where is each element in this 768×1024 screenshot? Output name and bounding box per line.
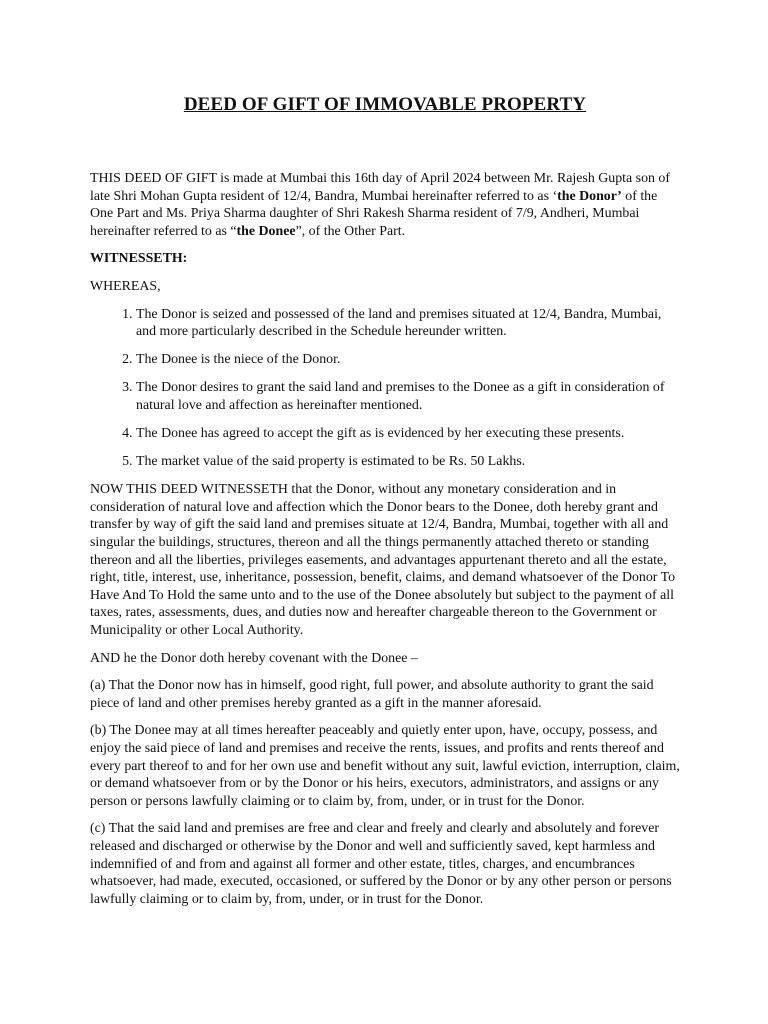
donor-defined-term: the Donor’ [557,188,622,204]
recital-item: 5. The market value of the said property is estimated to be Rs. 50 Lakhs. [136,453,680,471]
document-title: DEED OF GIFT OF IMMOVABLE PROPERTY [183,94,587,115]
donee-defined-term: the Donee [236,223,296,239]
recital-item: 2. The Donee is the niece of the Donor. [136,351,680,369]
intro-text-part3: ”, of the Other Part. [295,223,406,239]
whereas-heading: WHEREAS, [90,278,161,294]
recital-item: 1. The Donor is seized and possessed of the land and premises situated at 12/4, Bandra, Mumbai, and more particularly described in the Schedule hereunder written. [136,306,680,341]
intro-text-part1: THIS DEED OF GIFT is made at Mumbai this 16th day of April 2024 between Mr. Rajesh Gupta son of late Shri Mohan Gupta resident of 12/4, Bandra, Mumbai hereinafter referred to as ‘ [90,171,671,204]
operative-clause: NOW THIS DEED WITNESSETH that the Donor, without any monetary consideration and in consideration of natural love and affection which the Donor bears to the Donee, doth hereby grant and transfer by way of gift the said land and premises situate at 12/4, Bandra, Mumbai, together with all and singular the buildings, structures, thereon and all the things permanently attached thereto or standing thereon and all the liberties, privileges easements, and advantages appurtenant thereto and all the estate, right, title, interest, use, inheritance, possession, benefit, claims, and demand whatsoever of the Donor To Have And To Hold the same unto and to the use of the Donee absolutely but subject to the payment of all taxes, rates, assessments, dues, and duties now and hereafter chargeable thereon to the Government or Municipality or other Local Authority. [90,482,676,638]
intro-paragraph [90,170,680,240]
covenant-c: (c) That the said land and premises are free and clear and freely and clearly and absolutely and forever released and discharged or otherwise by the Donor and well and sufficiently saved, kept harmless and indemnified of and from and against all former and other estate, titles, charges, and encumbrances whatsoever, had made, executed, occasioned, or suffered by the Donor or by any other person or persons lawfully claiming or to claim by, from, under, or in trust for the Donor. [90,821,672,907]
witnesseth-heading: WITNESSETH: [90,251,188,267]
covenant-intro: AND he the Donor doth hereby covenant with the Donee – [90,650,418,666]
intro-text-part2: of the One Part and Ms. Priya Sharma daughter of Shri Rakesh Sharma resident of 7/9, Andheri, Mumbai hereinafter referred to as “ [90,188,658,239]
covenant-a: (a) That the Donor now has in himself, good right, full power, and absolute authority to grant the said piece of land and other premises hereby granted as a gift in the manner aforesaid. [90,678,654,711]
recital-item: 4. The Donee has agreed to accept the gift as is evidenced by her executing these presents. [136,425,680,443]
recital-item: 3. The Donor desires to grant the said land and premises to the Donee as a gift in consideration of natural love and affection as hereinafter mentioned. [136,379,680,414]
recitals-list [90,306,680,471]
covenant-b: (b) The Donee may at all times hereafter peaceably and quietly enter upon, have, occupy, possess, and enjoy the said piece of land and premises and receive the rents, issues, and profits and rents thereof and every part thereof to and for her own use and benefit without any suit, lawful eviction, interruption, claim, or demand whatsoever from or by the Donor or his heirs, executors, administrators, and assigns or any person or persons lawfully claiming or to claim by, from, under, or in trust for the Donor. [90,723,680,809]
